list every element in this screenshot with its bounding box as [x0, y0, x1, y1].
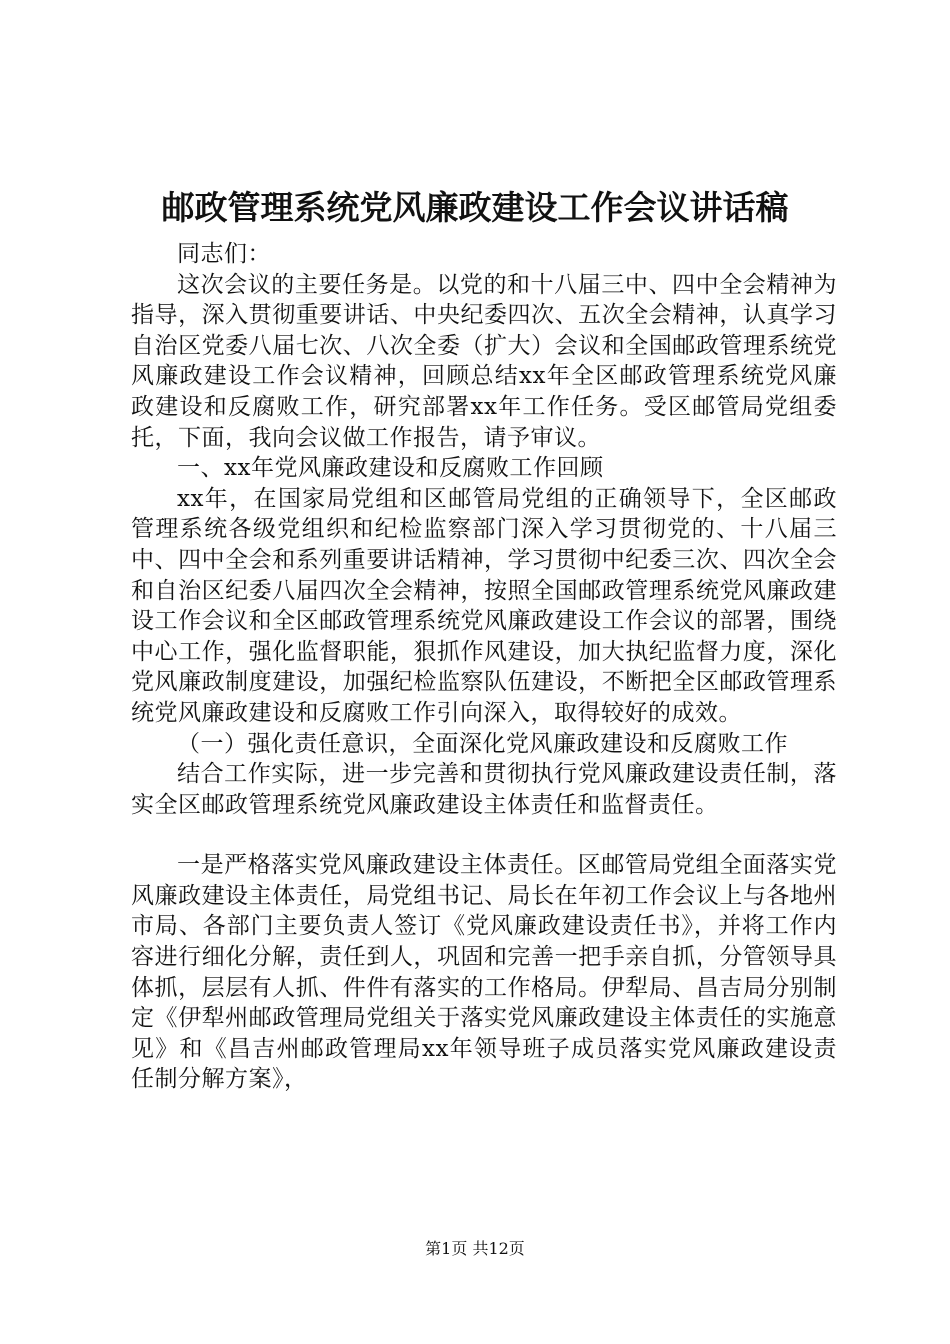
review-paragraph: xx年，在国家局党组和区邮管局党组的正确领导下，全区邮政管理系统各级党组织和纪检监察部门深入学习贯彻党的、十八届三中、四中全会和系列重要讲话精神，学习贯彻中纪委三次、四次全会和自治区纪委八届四次全会精神，按照全国邮政管理系统党风廉政建设工作会议和全区邮政管理系统党风廉政建设工作会议的部署，围绕中心工作，强化监督职能，狠抓作风建设，加大执纪监督力度，深化党风廉政制度建设，加强纪检监察队伍建设，不断把全区邮政管理系统党风廉政建设和反腐败工作引向深入，取得较好的成效。 [131, 485, 837, 726]
document-body [131, 239, 837, 1095]
main-responsibility-paragraph: 一是严格落实党风廉政建设主体责任。区邮管局党组全面落实党风廉政建设主体责任，局党组书记、局长在年初工作会议上与各地州市局、各部门主要负责人签订《党风廉政建设责任书》，并将工作内容进行细化分解，责任到人，巩固和完善一把手亲自抓，分管领导具体抓，层层有人抓、件件有落实的工作格局。伊犁局、昌吉局分别制定《伊犁州邮政管理局党组关于落实党风廉政建设主体责任的实施意见》和《昌吉州邮政管理局xx年领导班子成员落实党风廉政建设责任制分解方案》， [131, 852, 837, 1093]
subsection-heading: （一）强化责任意识，全面深化党风廉政建设和反腐败工作 [177, 730, 788, 757]
document-title: 邮政管理系统党风廉政建设工作会议讲话稿 [161, 188, 789, 227]
responsibility-paragraph: 结合工作实际，进一步完善和贯彻执行党风廉政建设责任制，落实全区邮政管理系统党风廉政建设主体责任和监督责任。 [131, 761, 837, 818]
section-heading: 一、xx年党风廉政建设和反腐败工作回顾 [177, 455, 604, 482]
salutation-paragraph: 同志们： [177, 241, 271, 267]
page-number-footer: 第1页 共12页 [425, 1239, 525, 1258]
intro-paragraph: 这次会议的主要任务是。以党的和十八届三中、四中全会精神为指导，深入贯彻重要讲话、中央纪委四次、五次全会精神，认真学习自治区党委八届七次、八次全委（扩大）会议和全国邮政管理系统党风廉政建设工作会议精神，回顾总结xx年全区邮政管理系统党风廉政建设和反腐败工作，研究部署xx年工作任务。受区邮管局党组委托，下面，我向会议做工作报告，请予审议。 [131, 271, 837, 451]
